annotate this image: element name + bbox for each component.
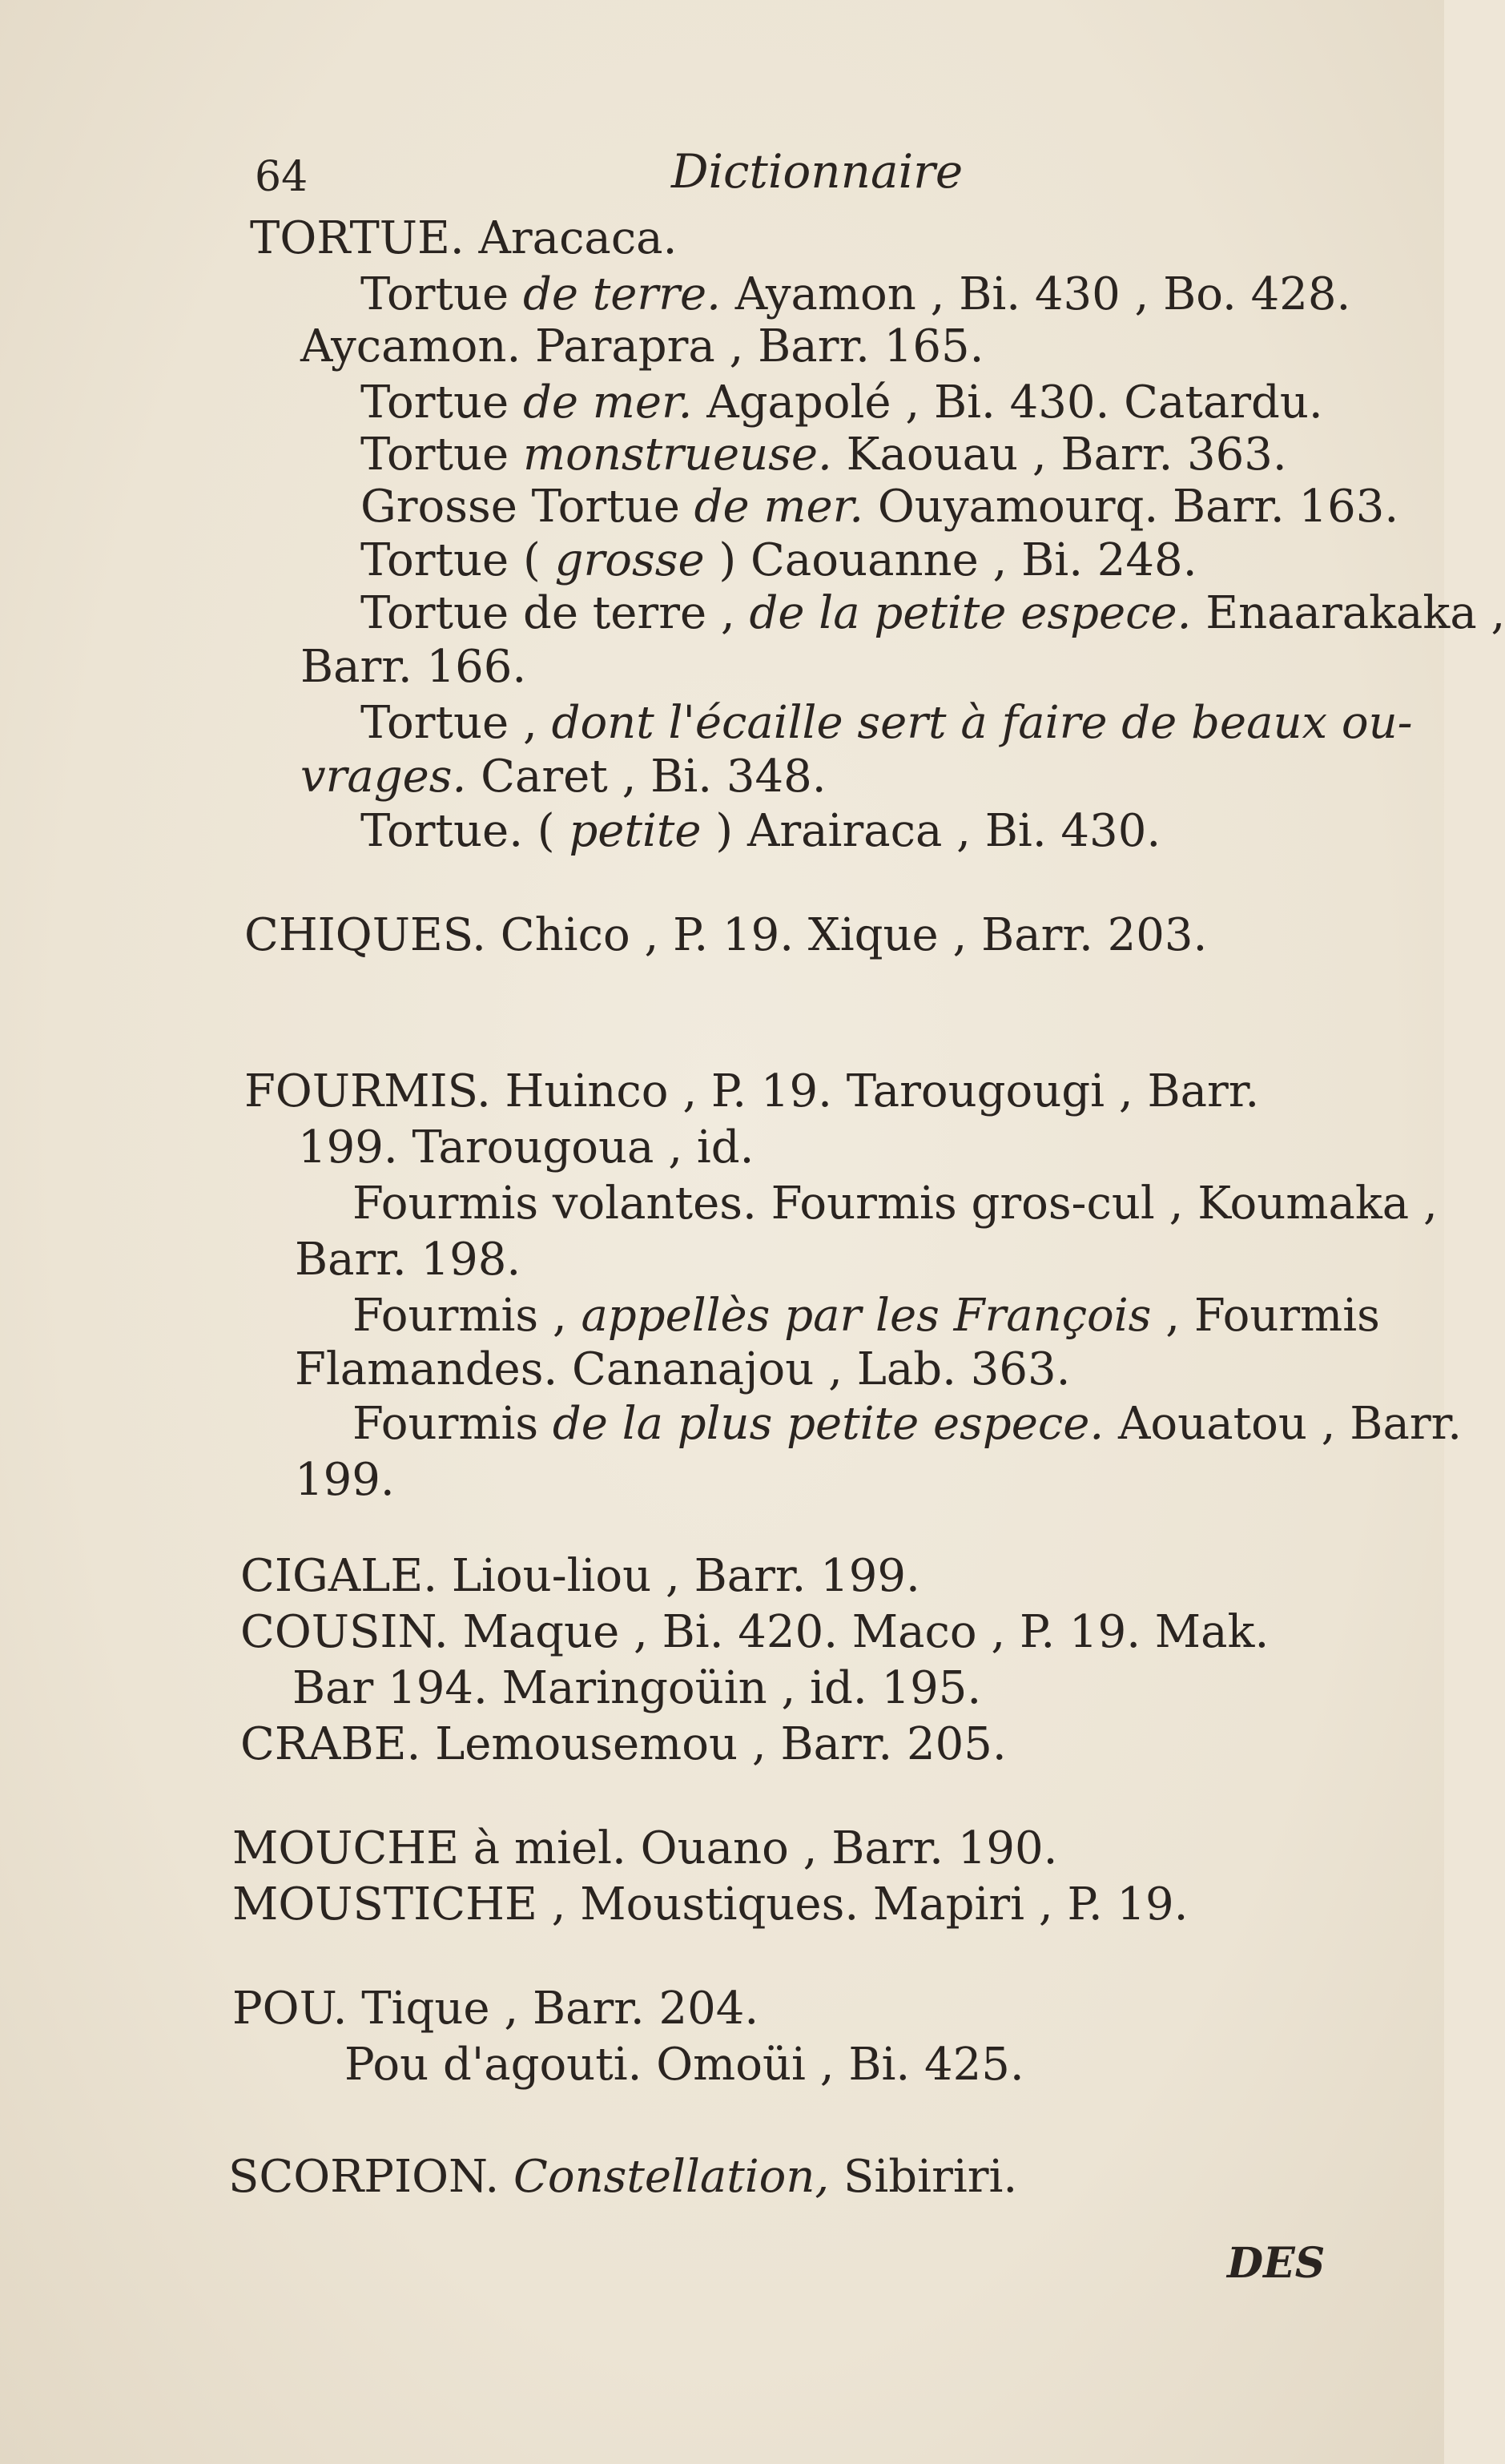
entry-line (240, 1550, 920, 1602)
entry-text: Tortue (360, 376, 523, 429)
italic-text: petite (569, 805, 702, 857)
entry-line (360, 429, 1287, 481)
entry-line (360, 268, 1351, 320)
italic-text: de terre. (523, 268, 721, 320)
entry-line (360, 697, 1413, 749)
entry-text: Kaouau , Barr. 363. (831, 429, 1287, 481)
running-title: Dictionnaire (671, 144, 964, 199)
entry-text: COUSIN. Maque , Bi. 420. Maco , P. 19. Mak. (240, 1606, 1270, 1658)
entry-line (300, 320, 984, 372)
entry-line (360, 481, 1399, 533)
entry-text: 199. (295, 1454, 395, 1506)
entry-line (298, 1121, 755, 1174)
entry-text: Tortue de terre , (360, 587, 750, 639)
entry-text: FOURMIS. Huinco , P. 19. Tarougougi , Barr. (244, 1065, 1260, 1117)
entry-text: Fourmis (352, 1398, 553, 1450)
entry-text: Ouyamourq. Barr. 163. (863, 481, 1399, 533)
entry-line (352, 1290, 1380, 1342)
entry-line (228, 2151, 1018, 2203)
italic-text: de la petite espece. (749, 587, 1192, 639)
entry-text: Flamandes. Cananajou , Lab. 363. (295, 1343, 1071, 1395)
entry-line (232, 1983, 759, 2035)
entry-text: Barr. 198. (295, 1234, 521, 1286)
italic-text: de mer. (523, 376, 693, 429)
entry-text: Tortue ( (360, 534, 555, 586)
entry-text: CIGALE. Liou-liou , Barr. 199. (240, 1550, 920, 1602)
entry-text: Pou d'agouti. Omoüi , Bi. 425. (344, 2039, 1024, 2091)
entry-text: Aouatou , Barr. (1104, 1398, 1463, 1450)
entry-line (232, 1878, 1189, 1931)
entry-text: Tortue , (360, 697, 552, 749)
entry-line (352, 1178, 1438, 1230)
entry-line (232, 1822, 1058, 1874)
entry-line (360, 376, 1323, 429)
italic-text: dont l'écaille sert à faire de beaux ou- (551, 697, 1413, 749)
italic-text: monstrueuse. (523, 429, 832, 481)
entry-text: Fourmis , (352, 1290, 581, 1342)
italic-text: de mer. (694, 481, 864, 533)
entry-text: CRABE. Lemousemou , Barr. 205. (240, 1718, 1007, 1770)
entry-text: Grosse Tortue (360, 481, 694, 533)
entry-text: TORTUE. Aracaca. (250, 212, 678, 264)
entry-line (295, 1454, 395, 1506)
entry-text: 199. Tarougoua , id. (298, 1121, 755, 1174)
italic-text: de la plus petite espece. (552, 1398, 1105, 1450)
entry-line (244, 1065, 1260, 1117)
entry-line (240, 1606, 1270, 1658)
entry-text: Enaarakaka , (1191, 587, 1505, 639)
entry-text: Barr. 166. (300, 641, 527, 693)
entry-text: Tortue (360, 268, 523, 320)
entry-line (292, 1662, 982, 1714)
entry-text: MOUSTICHE , Moustiques. Mapiri , P. 19. (232, 1878, 1189, 1931)
entry-text: Tortue (360, 429, 523, 481)
entry-line (250, 212, 678, 264)
entry-text: CHIQUES. Chico , P. 19. Xique , Barr. 203. (244, 909, 1208, 961)
entry-line (295, 1234, 521, 1286)
catchword: DES (1227, 2239, 1326, 2288)
entry-line (360, 587, 1505, 639)
entry-text: , Fourmis (1151, 1290, 1380, 1342)
entry-text: Aycamon. Parapra , Barr. 165. (300, 320, 984, 372)
entry-line (300, 751, 827, 803)
entry-text: Tortue. ( (360, 805, 569, 857)
entry-line (360, 534, 1197, 586)
entry-text: Ayamon , Bi. 430 , Bo. 428. (720, 268, 1351, 320)
italic-text: grosse (554, 534, 705, 586)
entry-line (352, 1398, 1463, 1450)
page-number: 64 (255, 153, 308, 201)
entry-line (300, 641, 527, 693)
entry-text: MOUCHE à miel. Ouano , Barr. 190. (232, 1822, 1058, 1874)
entry-text: Agapolé , Bi. 430. Catardu. (692, 376, 1323, 429)
entry-text: Sibiriri. (829, 2151, 1018, 2203)
entry-line (295, 1343, 1071, 1395)
entry-text: POU. Tique , Barr. 204. (232, 1983, 759, 2035)
entry-line (360, 805, 1161, 857)
entry-line (240, 1718, 1007, 1770)
entry-text: Fourmis volantes. Fourmis gros-cul , Koumaka , (352, 1178, 1438, 1230)
italic-text: appellès par les François (581, 1290, 1152, 1342)
italic-text: Constellation, (513, 2151, 830, 2203)
entry-text: SCORPION. (228, 2151, 514, 2203)
entry-text: ) Caouanne , Bi. 248. (704, 534, 1197, 586)
italic-text: vrages. (300, 751, 467, 803)
entry-line (344, 2039, 1024, 2091)
entry-text: Caret , Bi. 348. (466, 751, 827, 803)
entry-text: Bar 194. Maringoüin , id. 195. (292, 1662, 982, 1714)
entry-line (244, 909, 1208, 961)
entry-text: ) Arairaca , Bi. 430. (701, 805, 1161, 857)
